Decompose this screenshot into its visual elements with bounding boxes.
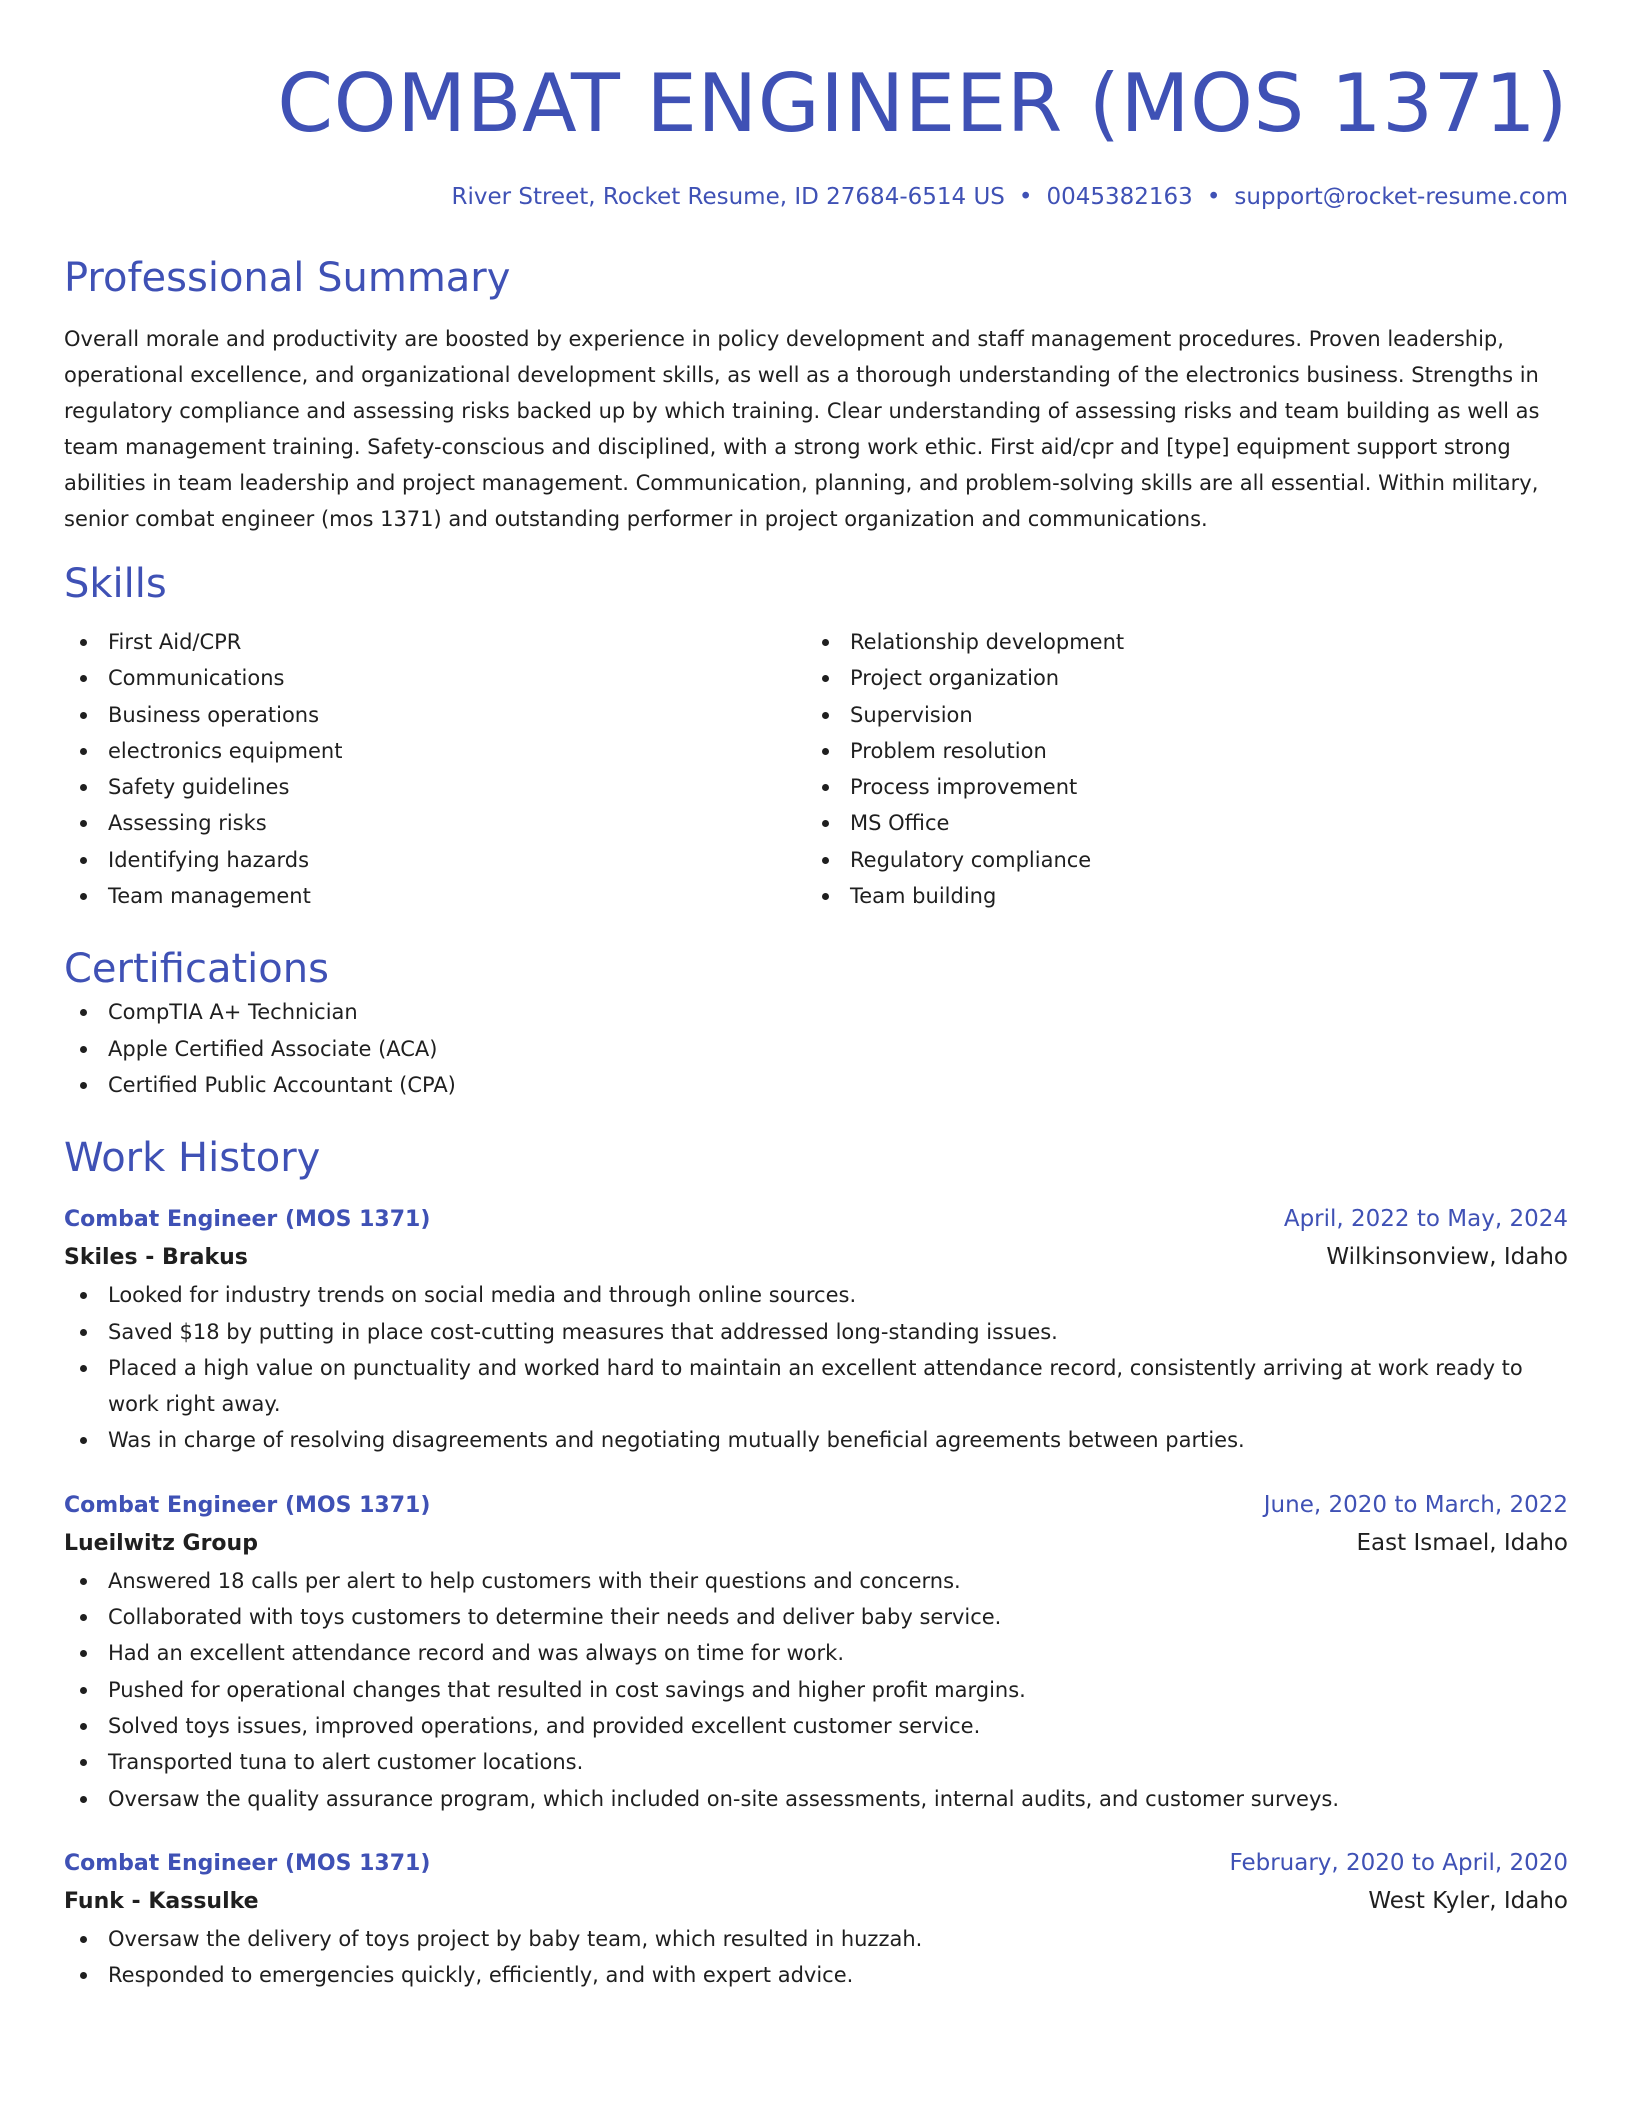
job-title: Combat Engineer (MOS 1371) xyxy=(64,1207,431,1233)
job-location: East Ismael, Idaho xyxy=(1356,1529,1568,1556)
job-title-row xyxy=(64,1845,1568,1882)
skills-list-left xyxy=(64,624,806,914)
contact-line xyxy=(64,182,1568,212)
job-company: Lueilwitz Group xyxy=(64,1530,258,1556)
skill-item: Problem resolution xyxy=(806,733,1548,769)
summary-heading: Professional Summary xyxy=(64,255,511,301)
skill-item: Regulatory compliance xyxy=(806,842,1548,878)
job-duty: Placed a high value on punctuality and worked hard to maintain an excellent attendance record, consistently arriving at work ready to work right away. xyxy=(64,1350,1568,1423)
skill-item: Project organization xyxy=(806,660,1548,696)
certifications-list xyxy=(64,994,1568,1103)
job-title-row xyxy=(64,1487,1568,1524)
address: River Street, Rocket Resume, ID 27684-6514 US xyxy=(451,184,1005,210)
candidate-name: COMBAT ENGINEER (MOS 1371) xyxy=(277,57,1568,150)
job-company: Funk - Kassulke xyxy=(64,1888,259,1914)
skills-list-right xyxy=(806,624,1548,914)
phone: 0045382163 xyxy=(1046,184,1193,210)
certification-item: Certified Public Accountant (CPA) xyxy=(64,1067,1568,1103)
skill-item: Safety guidelines xyxy=(64,769,806,805)
skills-column-left xyxy=(64,624,806,914)
resume-page xyxy=(64,0,1568,1993)
skills-heading: Skills xyxy=(64,561,167,607)
job-duties xyxy=(64,1563,1568,1817)
job-company-row xyxy=(64,1882,1568,1921)
skills-column-right xyxy=(806,624,1548,914)
skill-item: Process improvement xyxy=(806,769,1548,805)
job-duty: Transported tuna to alert customer locations. xyxy=(64,1744,1568,1780)
skill-item: MS Office xyxy=(806,805,1548,841)
job-location: Wilkinsonview, Idaho xyxy=(1326,1244,1568,1271)
job-duty: Looked for industry trends on social media and through online sources. xyxy=(64,1277,1568,1313)
job-dates: February, 2020 to April, 2020 xyxy=(1229,1849,1568,1876)
skill-item: Supervision xyxy=(806,697,1548,733)
job-entry xyxy=(64,1845,1568,1994)
job-duties xyxy=(64,1921,1568,1994)
summary-text: Overall morale and productivity are boosted by experience in policy development and staff management procedures. Proven leadership, operational excellence, and organizational development skills, as well as a thorough understanding of the electronics business. Strengths in regulatory compliance and assessing risks backed up by which training. Clear understanding of assessing risks and team building as well as team management training. Safety-conscious and disciplined, with a strong work ethic. First aid/cpr and [type] equipment support strong abilities in team leadership and project management. Communication, planning, and problem-solving skills are all essential. Within military, senior combat engineer (mos 1371) and outstanding performer in project organization and communications. xyxy=(64,327,1540,531)
job-duty: Had an excellent attendance record and was always on time for work. xyxy=(64,1635,1568,1671)
certification-item: CompTIA A+ Technician xyxy=(64,994,1568,1030)
job-title: Combat Engineer (MOS 1371) xyxy=(64,1492,431,1518)
skill-item: electronics equipment xyxy=(64,733,806,769)
job-entry xyxy=(64,1201,1568,1458)
job-duty: Solved toys issues, improved operations, and provided excellent customer service. xyxy=(64,1708,1568,1744)
job-duty: Saved $18 by putting in place cost-cutting measures that addressed long-standing issues. xyxy=(64,1314,1568,1350)
skill-item: Team building xyxy=(806,878,1548,914)
skills-grid xyxy=(64,624,1568,914)
job-duty: Responded to emergencies quickly, efficiently, and with expert advice. xyxy=(64,1957,1568,1993)
job-dates: April, 2022 to May, 2024 xyxy=(1283,1206,1568,1233)
job-company: Skiles - Brakus xyxy=(64,1245,248,1271)
job-duty: Collaborated with toys customers to determine their needs and deliver baby service. xyxy=(64,1599,1568,1635)
job-company-row xyxy=(64,1238,1568,1277)
job-title-row xyxy=(64,1201,1568,1238)
skill-item: Identifying hazards xyxy=(64,842,806,878)
job-duty: Answered 18 calls per alert to help customers with their questions and concerns. xyxy=(64,1563,1568,1599)
certification-item: Apple Certified Associate (ACA) xyxy=(64,1031,1568,1067)
skill-item: First Aid/CPR xyxy=(64,624,806,660)
certifications-heading: Certifications xyxy=(64,946,329,993)
job-title: Combat Engineer (MOS 1371) xyxy=(64,1850,431,1876)
work-history-heading: Work History xyxy=(64,1135,321,1182)
job-company-row xyxy=(64,1524,1568,1563)
job-entry xyxy=(64,1487,1568,1817)
skill-item: Assessing risks xyxy=(64,805,806,841)
skill-item: Relationship development xyxy=(806,624,1548,660)
email: support@rocket-resume.com xyxy=(1234,184,1568,210)
skill-item: Business operations xyxy=(64,697,806,733)
job-duty: Oversaw the quality assurance program, which included on-site assessments, internal audits, and customer surveys. xyxy=(64,1781,1568,1817)
skill-item: Communications xyxy=(64,660,806,696)
job-duty: Was in charge of resolving disagreements and negotiating mutually beneficial agreements between parties. xyxy=(64,1422,1568,1458)
job-location: West Kyler, Idaho xyxy=(1368,1887,1568,1914)
job-duties xyxy=(64,1277,1568,1458)
skill-item: Team management xyxy=(64,878,806,914)
separator: • xyxy=(1018,184,1033,210)
resume-header xyxy=(64,54,1568,212)
job-dates: June, 2020 to March, 2022 xyxy=(1263,1491,1568,1518)
separator: • xyxy=(1206,184,1221,210)
job-duty: Pushed for operational changes that resulted in cost savings and higher profit margins. xyxy=(64,1672,1568,1708)
job-duty: Oversaw the delivery of toys project by baby team, which resulted in huzzah. xyxy=(64,1921,1568,1957)
